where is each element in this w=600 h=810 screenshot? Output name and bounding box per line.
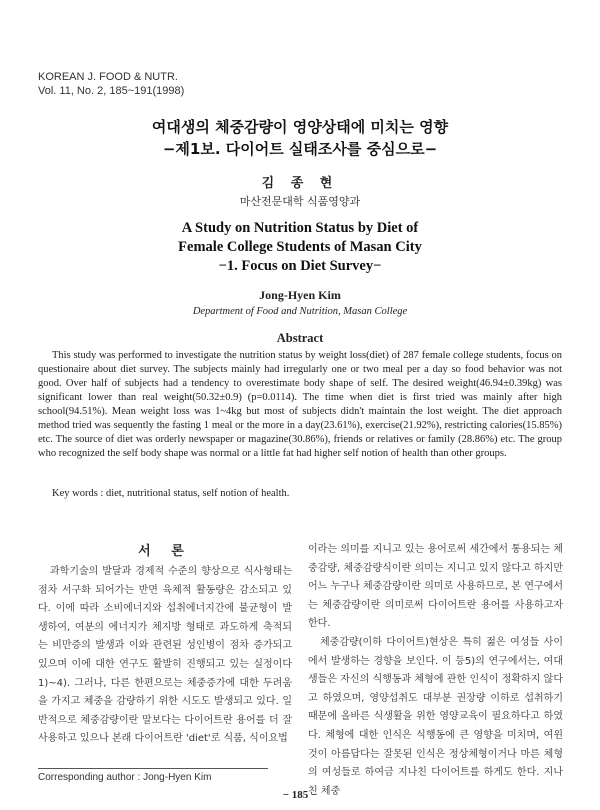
keywords: Key words : diet, nutritional status, self notion of health.	[52, 488, 290, 499]
korean-title	[0, 116, 600, 160]
english-title	[0, 219, 600, 276]
english-affiliation: Department of Food and Nutrition, Masan College	[192, 306, 408, 317]
paragraph: 체중감량(이하 다이어트)현상은 특히 젊은 여성들 사이에서 발생하는 경향을 보인다. 이 등5)의 연구에서는, 여대생들은 자신의 식행동과 체형에 관한 인식이 정확하지 않다고 하였으며, 영양섭취도 대부분 권장량 이하로 섭취하기 때문에 올바른 식생활을 위한 영양교육이 필요하다고 하였다. 체형에 대한 인식은 식행동에 큰 영향을 미치며, 여윈 것이 아름답다는 잘못된 인식은 정상체형이거나 마른 체형의 여성들로 하여금 지나친 다이어트를 하게도 한다. 지나친 체중	[308, 636, 563, 797]
english-title-line1: A Study on Nutrition Status by Diet of	[181, 220, 419, 236]
english-title-line3: −1. Focus on Diet Survey−	[218, 258, 382, 274]
english-author: Jong-Hyen Kim	[259, 288, 341, 302]
footnote-divider	[38, 768, 268, 769]
body-column-left	[38, 563, 292, 749]
body-column-right	[308, 541, 563, 801]
korean-title-line2: −제1보. 다이어트 실태조사를 중심으로−	[162, 140, 438, 158]
journal-volume: Vol. 11, No. 2, 185~191(1998)	[38, 85, 185, 97]
corresponding-author: Corresponding author : Jong-Hyen Kim	[38, 772, 212, 783]
english-title-line2: Female College Students of Masan City	[178, 239, 422, 255]
journal-info	[38, 70, 184, 98]
page-number: − 185 −	[282, 789, 318, 801]
abstract-text: This study was performed to investigate the nutrition status by weight loss(diet) of 287 female college students, focus on questionaire about diet survey. The subjects mainly had irregularly one or two meal per a day so food behavior was not good. Over half of subjects had a tendency to overestimate body shape of self. The desired weight(46.94±0.39kg) was significant lower than real weight(50.32±0.9) (p=0.0114). The time when diet is first tried was mainly after high school(94.51%). Mean weight loss was 1~4kg but most of subjects didn't maintain the lost weight. The diet approach method tried was sequently the fasting 1 meal or the more in a day(23.61%), exercise(21.92%), restricting calories(15.85%) etc. The source of diet was orderly newspaper or magazine(30.86%), friends or relatives or family (28.86%) etc. The group who recognized the self body shape was normal or a little fat had higher self notion of health than other groups.	[38, 350, 562, 459]
abstract-body	[38, 349, 562, 461]
korean-author: 김 종 현	[261, 176, 339, 191]
korean-affiliation: 마산전문대학 식품영양과	[239, 195, 361, 208]
paragraph: 이라는 의미를 지니고 있는 용어로써 세간에서 통용되는 체중감량, 체중감량식이란 의미는 지니고 있지 않다고 하지만 어느 누구나 체중감량이란 의미로 사용하므로, 본 연구에서는 체중감량이란 의미로써 다이어트란 용어를 사용하고자 한다.	[308, 544, 563, 630]
abstract-heading: Abstract	[276, 331, 324, 345]
section-heading: 서 론	[138, 544, 192, 559]
journal-name: KOREAN J. FOOD & NUTR.	[38, 71, 178, 83]
korean-title-line1: 여대생의 체중감량이 영양상태에 미치는 영향	[151, 118, 449, 136]
paragraph: 과학기술의 발달과 경제적 수준의 향상으로 식사형태는 점차 서구화 되어가는 반면 육체적 활동량은 감소되고 있다. 이에 따라 소비에너지와 섭취에너지간에 불균형이 발생하여, 여분의 에너지가 체지방 형태로 과도하게 축적되는 비만증의 발생과 이와 관련된 성인병이 점차 증가되고 있으며 이에 대한 연구도 활발히 진행되고 있는 실정이다1)~4). 그러나, 다른 한편으로는 체중증가에 대한 두려움을 가지고 체중을 감량하기 위한 시도도 발생되고 있다. 일반적으로 체중감량이란 말보다는 다이어트란 용어를 더 잘 사용하고 있으나 본래 다이어트란 'diet'로 식품, 식이요법	[38, 566, 292, 745]
